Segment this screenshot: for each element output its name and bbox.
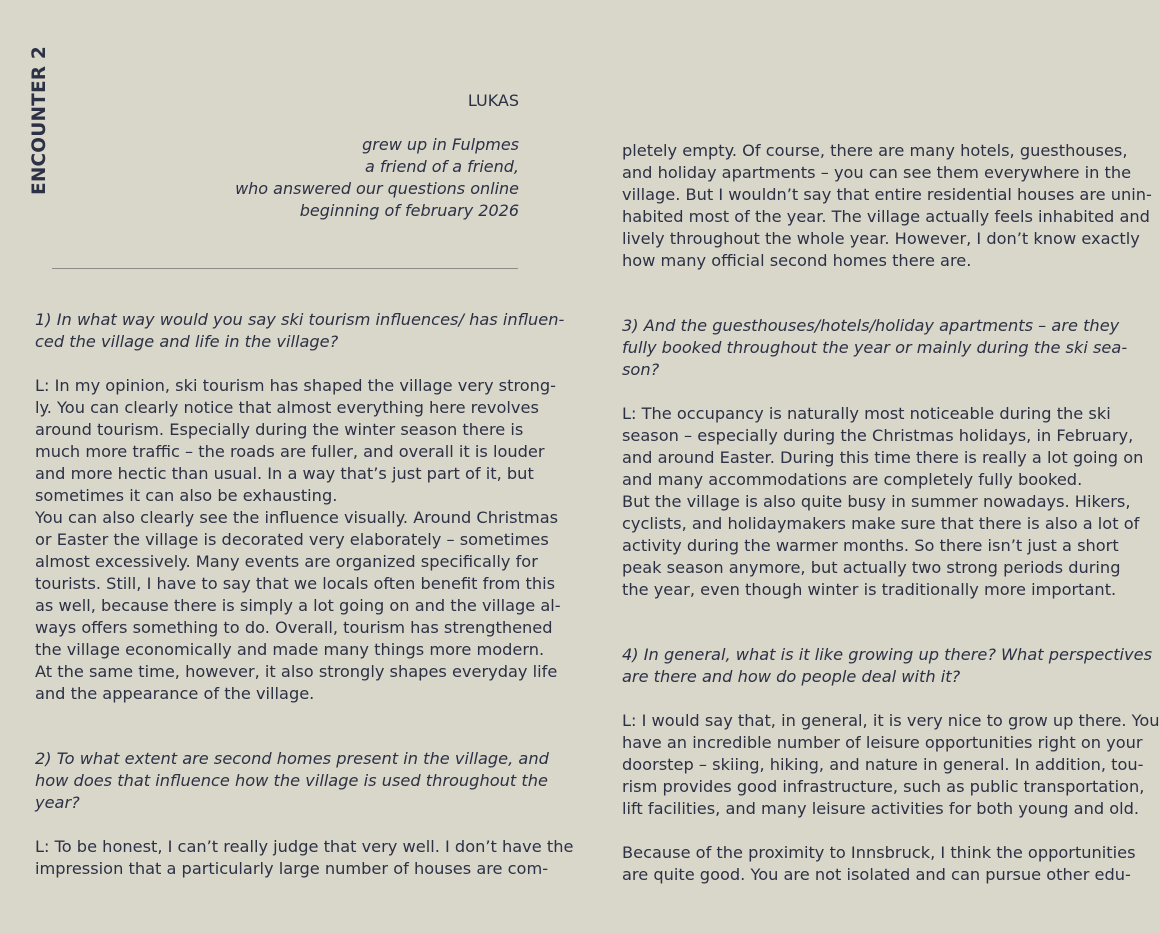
interviewee-name: LUKAS — [467, 91, 519, 110]
answer-line: and holiday apartments – you can see them everywhere in the — [622, 163, 1132, 182]
answer-line: L: I would say that, in general, it is very nice to grow up there. You — [622, 711, 1160, 730]
question-line: are there and how do people deal with it? — [622, 667, 961, 686]
answer-line: tourists. Still, I have to say that we locals often benefit from this — [35, 574, 556, 593]
answer-line: cyclists, and holidaymakers make sure that there is also a lot of — [622, 514, 1140, 533]
answer-line: You can also clearly see the influence visually. Around Christmas — [35, 508, 559, 527]
question-line: fully booked throughout the year or mainly during the ski sea- — [622, 338, 1128, 357]
question-line: 4) In general, what is it like growing up there? What perspectives — [622, 645, 1153, 664]
intro-line: who answered our questions online — [235, 179, 519, 198]
answer-line: L: To be honest, I can’t really judge that very well. I don’t have the — [35, 837, 574, 856]
answer-line: pletely empty. Of course, there are many hotels, guesthouses, — [622, 141, 1128, 160]
answer-line: and around Easter. During this time there is really a lot going on — [622, 448, 1144, 467]
intro-line: beginning of february 2026 — [299, 201, 519, 220]
answer-line: impression that a particularly large number of houses are com- — [35, 859, 549, 878]
answer-line: the year, even though winter is traditionally more important. — [622, 580, 1117, 599]
answer-line: ways offers something to do. Overall, tourism has strengthened — [35, 618, 553, 637]
answer-line: activity during the warmer months. So there isn’t just a short — [622, 536, 1119, 555]
answer-line: L: In my opinion, ski tourism has shaped the village very strong- — [35, 376, 557, 395]
answer-line: and many accommodations are completely fully booked. — [622, 470, 1083, 489]
answer-line: peak season anymore, but actually two strong periods during — [622, 558, 1121, 577]
answer-line: village. But I wouldn’t say that entire residential houses are unin- — [622, 185, 1152, 204]
answer-line: Because of the proximity to Innsbruck, I think the opportunities — [622, 843, 1136, 862]
answer-line: and more hectic than usual. In a way that’s just part of it, but — [35, 464, 534, 483]
answer-line: how many official second homes there are. — [622, 251, 972, 270]
answer-line: almost excessively. Many events are organized specifically for — [35, 552, 538, 571]
answer-line: have an incredible number of leisure opportunities right on your — [622, 733, 1143, 752]
question-line: 1) In what way would you say ski tourism influences/ has influen- — [35, 310, 565, 329]
answer-line: L: The occupancy is naturally most noticeable during the ski — [622, 404, 1111, 423]
answer-line: much more traffic – the roads are fuller, and overall it is louder — [35, 442, 545, 461]
question-line: 2) To what extent are second homes present in the village, and — [35, 749, 549, 768]
answer-line: doorstep – skiing, hiking, and nature in general. In addition, tou- — [622, 755, 1144, 774]
question-line: year? — [35, 793, 80, 812]
answer-line: rism provides good infrastructure, such as public transportation, — [622, 777, 1145, 796]
answer-line: But the village is also quite busy in summer nowadays. Hikers, — [622, 492, 1131, 511]
question-line: son? — [622, 360, 660, 379]
answer-line: lift facilities, and many leisure activities for both young and old. — [622, 799, 1140, 818]
answer-line: are quite good. You are not isolated and can pursue other edu- — [622, 865, 1131, 884]
divider — [52, 268, 518, 269]
answer-line: around tourism. Especially during the winter season there is — [35, 420, 524, 439]
intro-line: a friend of a friend, — [364, 157, 519, 176]
answer-line: as well, because there is simply a lot going on and the village al- — [35, 596, 561, 615]
answer-line: the village economically and made many things more modern. — [35, 640, 545, 659]
answer-line: sometimes it can also be exhausting. — [35, 486, 338, 505]
intro-line: grew up in Fulpmes — [362, 135, 519, 154]
question-line: 3) And the guesthouses/hotels/holiday apartments – are they — [622, 316, 1120, 335]
question-line: ced the village and life in the village? — [35, 332, 339, 351]
answer-line: lively throughout the whole year. However, I don’t know exactly — [622, 229, 1140, 248]
answer-line: season – especially during the Christmas holidays, in February, — [622, 426, 1134, 445]
answer-line: ly. You can clearly notice that almost everything here revolves — [35, 398, 539, 417]
answer-line: or Easter the village is decorated very elaborately – sometimes — [35, 530, 549, 549]
answer-line: habited most of the year. The village actually feels inhabited and — [622, 207, 1150, 226]
answer-line: At the same time, however, it also strongly shapes everyday life — [35, 662, 558, 681]
answer-line: and the appearance of the village. — [35, 684, 315, 703]
question-line: how does that influence how the village is used throughout the — [35, 771, 548, 790]
section-title: ENCOUNTER 2 — [29, 46, 50, 195]
